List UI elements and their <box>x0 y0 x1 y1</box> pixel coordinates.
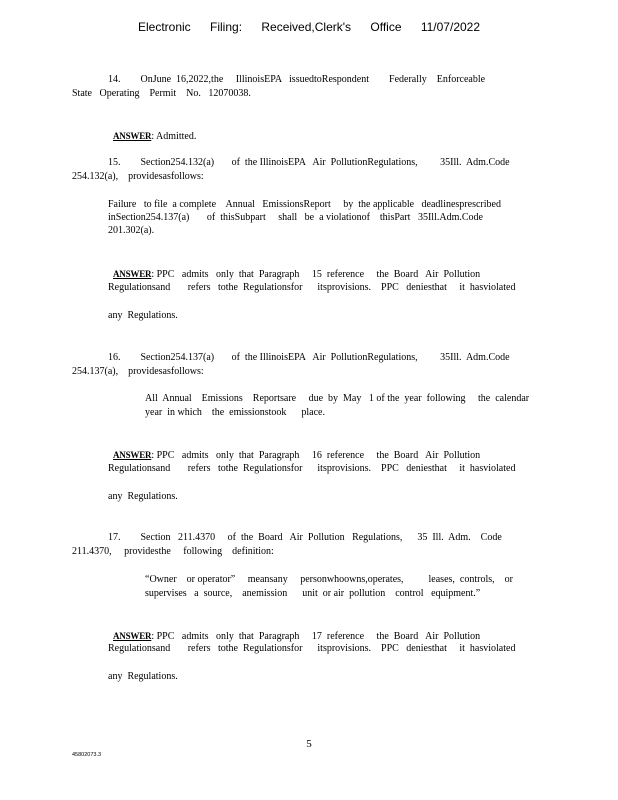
para17-quote1: “Owner or operator” meansany personwhoowns,operates, leases, controls, or <box>145 574 513 585</box>
header-electronic: Electronic <box>137 20 191 34</box>
para15-quote2: inSection254.137(a) of thisSubpart shall be a violationof thisPart 35Ill.Adm.Code <box>108 212 483 223</box>
header-office: Office <box>370 20 402 34</box>
para15-answer-line2: Regulationsand refers tothe Regulationsfor itsprovisions. PPC deniesthat it hasviolated <box>108 282 516 293</box>
answer-label: ANSWER <box>113 631 152 641</box>
para16-line2: 254.137(a), providesasfollows: <box>72 366 204 377</box>
para14-line2: State Operating Permit No. 12070038. <box>72 88 251 99</box>
para17-answer-line2: Regulationsand refers tothe Regulationsfor itsprovisions. PPC deniesthat it hasviolated <box>108 643 516 654</box>
para14-answer <box>108 115 196 144</box>
para15-quote3: 201.302(a). <box>108 225 155 236</box>
para15-answer-line3: any Regulations. <box>108 310 178 321</box>
para16-line1: 16. Section254.137(a) of the IllinoisEPA Air PollutionRegulations, 35Ill. Adm.Code <box>108 352 510 363</box>
para17-quote2: supervises a source, anemission unit or air pollution control equipment.” <box>145 588 481 599</box>
answer-text: : PPC admits only that Paragraph 15 reference the Board Air Pollution <box>151 269 481 280</box>
para14-line1: 14. OnJune 16,2022,the IllinoisEPA issuedtoRespondent Federally Enforceable <box>108 74 486 85</box>
para17-answer <box>108 615 480 644</box>
filing-header <box>0 20 618 34</box>
answer-label: ANSWER <box>113 131 152 141</box>
para15-answer <box>108 253 480 282</box>
para16-answer-line2: Regulationsand refers tothe Regulationsfor itsprovisions. PPC deniesthat it hasviolated <box>108 463 516 474</box>
page-number: 5 <box>306 738 312 750</box>
para17-answer-line3: any Regulations. <box>108 671 178 682</box>
para17-line2: 211.4370, providesthe following definition: <box>72 546 274 557</box>
header-date: 11/07/2022 <box>420 20 481 34</box>
para17-line1: 17. Section 211.4370 of the Board Air Pollution Regulations, 35 Ill. Adm. Code <box>108 532 502 543</box>
para16-quote1: All Annual Emissions Reportsare due by May 1 of the year following the calendar <box>145 393 530 404</box>
header-received: Received,Clerk's <box>261 20 352 34</box>
answer-label: ANSWER <box>113 450 152 460</box>
answer-text: : PPC admits only that Paragraph 16 reference the Board Air Pollution <box>151 450 481 461</box>
para16-answer <box>108 434 480 463</box>
document-id: 45802073.3 <box>72 752 102 758</box>
answer-text: : PPC admits only that Paragraph 17 reference the Board Air Pollution <box>151 631 481 642</box>
answer-text: : Admitted. <box>151 131 197 142</box>
answer-label: ANSWER <box>113 269 152 279</box>
para15-quote1: Failure to file a complete Annual EmissionsReport by the applicable deadlinesprescribed <box>108 199 501 210</box>
para16-answer-line3: any Regulations. <box>108 491 178 502</box>
header-filing: Filing: <box>210 20 243 34</box>
para16-quote2: year in which the emissionstook place. <box>145 407 325 418</box>
para15-line2: 254.132(a), providesasfollows: <box>72 171 204 182</box>
para15-line1: 15. Section254.132(a) of the IllinoisEPA Air PollutionRegulations, 35Ill. Adm.Code <box>108 157 510 168</box>
